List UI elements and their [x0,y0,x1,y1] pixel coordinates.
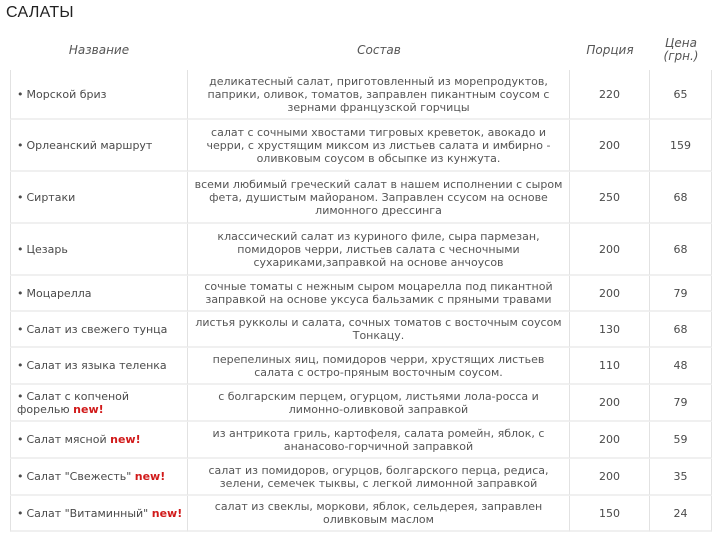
salad-portion: 220 [570,70,650,120]
salad-name-cell [10,172,188,224]
salad-price: 79 [650,276,712,312]
table-row [10,120,712,172]
page-title: САЛАТЫ [6,4,74,21]
table-row [10,385,712,422]
salad-portion: 200 [570,385,650,422]
salad-name-cell [10,120,188,172]
new-badge: new! [73,402,104,416]
salad-description: перепелиных яиц, помидоров черри, хрустящих листьев салата с остро-пряным восточным соусом. [188,348,570,385]
salad-name: Моцарелла [26,286,92,300]
header-name: Название [68,42,130,57]
salad-name-cell [10,276,188,312]
salad-description: салат из свеклы, моркови, яблок, сельдерея, заправлен оливковым маслом [188,496,570,532]
salad-price: 68 [650,172,712,224]
salad-portion: 200 [570,422,650,459]
salad-price: 48 [650,348,712,385]
bullet-icon: • [17,506,24,520]
salad-portion: 110 [570,348,650,385]
table-row [10,224,712,276]
salad-name: Салат "Свежесть" [26,470,132,483]
salad-name: Морской бриз [26,87,107,101]
bullet-icon: • [17,433,24,446]
salad-name: Салат с копченой форелью [17,389,130,416]
salad-name: Цезарь [26,242,68,256]
table-row [10,312,712,348]
salad-name: Салат мясной [26,433,107,446]
table-row [10,172,712,224]
new-badge: new! [110,433,141,446]
salad-portion: 200 [570,120,650,172]
salad-name: Орлеанский маршрут [26,138,153,152]
salad-price: 65 [650,70,712,120]
salad-description: деликатесный салат, приготовленный из морепродуктов, паприки, оливок, томатов, заправлен пикантным соусом с зернами французской горчицы [188,70,570,120]
table-row [10,422,712,459]
salad-description: с болгарским перцем, огурцом, листьями лола-росса и лимонно-оливковой заправкой [188,385,570,422]
salads-table [10,30,712,532]
salad-price: 35 [650,459,712,496]
salad-description: салат из помидоров, огурцов, болгарского перца, редиса, зелени, семечек тыквы, с легкой лимонной заправкой [188,459,570,496]
salad-price: 68 [650,312,712,348]
salad-description: сочные томаты с нежным сыром моцарелла под пикантной заправкой на основе уксуса бальзамик с пряными травами [188,276,570,312]
salad-description: из антрикота гриль, картофеля, салата ромейн, яблок, с ананасово-горчичной заправкой [188,422,570,459]
salad-name: Сиртаки [26,190,76,204]
salad-name: Салат из языка теленка [26,359,167,372]
salad-name-cell [10,496,188,532]
salad-portion: 150 [570,496,650,532]
salad-price: 68 [650,224,712,276]
salad-description: классический салат из куриного филе, сыра пармезан, помидоров черри, листьев салата с чесночными сухариками,заправкой на основе анчоусов [188,224,570,276]
salad-name-cell [10,224,188,276]
bullet-icon: • [17,138,24,152]
salad-name-cell [10,422,188,459]
salad-price: 159 [650,120,712,172]
salad-price: 59 [650,422,712,459]
header-price: Цена (грн.) [663,36,699,63]
salad-name-cell [10,312,188,348]
new-badge: new! [151,506,183,520]
bullet-icon: • [17,286,24,300]
header-portion: Порция [586,42,634,57]
table-row [10,70,712,120]
salad-name-cell [10,70,188,120]
salad-description: всеми любимый греческий салат в нашем исполнении с сыром фета, душистым майораном. Заправлен ссусом на основе лимонного дрессинга [188,172,570,224]
bullet-icon: • [17,359,24,372]
salad-portion: 250 [570,172,650,224]
salad-name-cell [10,459,188,496]
salad-description: салат с сочными хвостами тигровых креветок, авокадо и черри, с хрустящим миксом из листьев салата и имбирно - оливковым соусом в обсыпке из кунжута. [188,120,570,172]
header-composition: Состав [357,42,401,57]
table-row [10,348,712,385]
salad-portion: 200 [570,224,650,276]
salad-portion: 200 [570,276,650,312]
bullet-icon: • [17,190,24,204]
salad-name-cell [10,348,188,385]
salad-price: 24 [650,496,712,532]
salad-name: Салат из свежего тунца [26,322,168,336]
salad-price: 79 [650,385,712,422]
salad-portion: 130 [570,312,650,348]
bullet-icon: • [17,242,24,256]
table-header-row [10,30,712,70]
bullet-icon: • [17,87,24,101]
bullet-icon: • [17,389,24,403]
salad-description: листья рукколы и салата, сочных томатов с восточным соусом Тонкацу. [188,312,570,348]
salad-name-cell [10,385,188,422]
salad-name: Салат "Витаминный" [26,506,149,520]
new-badge: new! [134,470,166,483]
bullet-icon: • [17,322,24,336]
table-row [10,496,712,532]
table-row [10,276,712,312]
salad-portion: 200 [570,459,650,496]
bullet-icon: • [17,470,24,483]
table-row [10,459,712,496]
